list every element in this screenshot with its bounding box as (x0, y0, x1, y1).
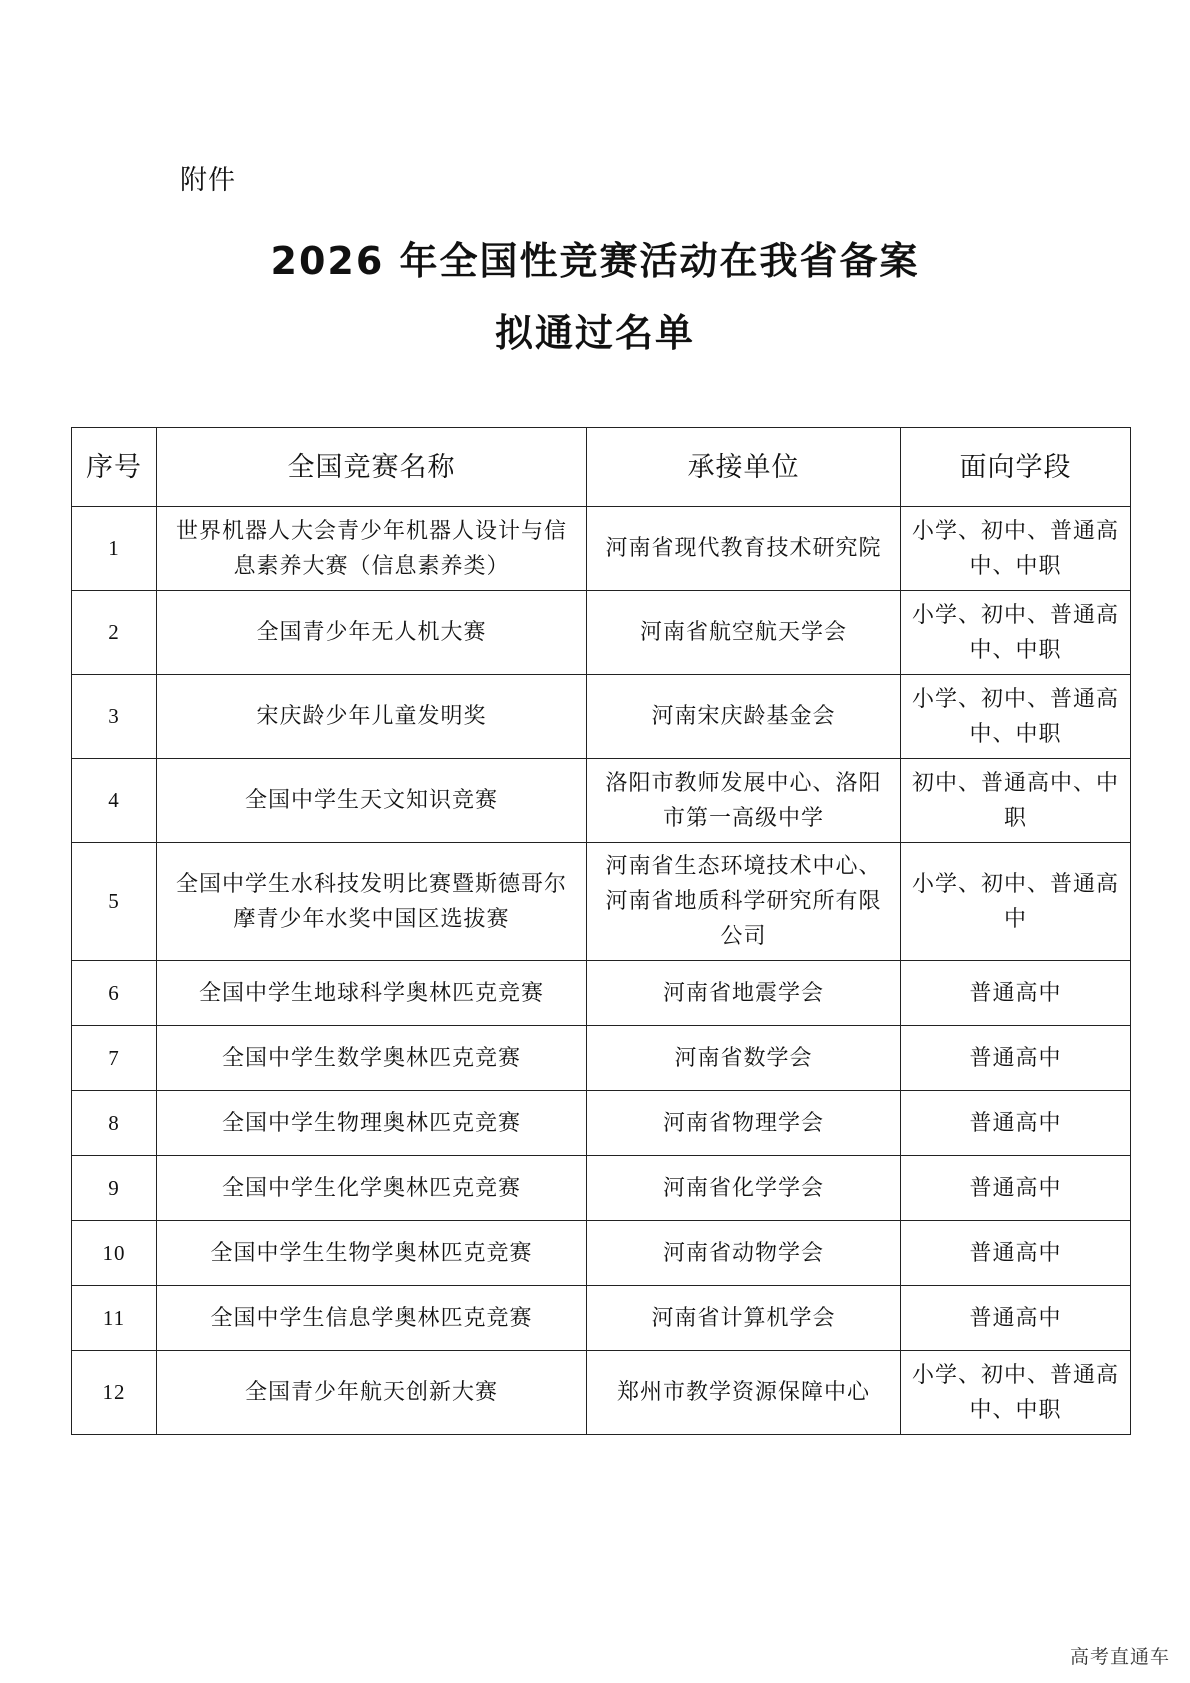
row-number: 12 (72, 1351, 157, 1435)
row-number: 4 (72, 759, 157, 843)
document-subtitle: 拟通过名单 (494, 311, 695, 355)
competition-name: 全国青少年航天创新大赛 (157, 1351, 587, 1435)
row-number: 2 (72, 591, 157, 675)
host-organization: 河南省化学学会 (587, 1156, 901, 1221)
school-level: 小学、初中、普通高中、中职 (901, 675, 1131, 759)
row-number: 7 (72, 1026, 157, 1091)
school-level: 普通高中 (901, 1091, 1131, 1156)
school-level: 小学、初中、普通高中、中职 (901, 591, 1131, 675)
school-level: 普通高中 (901, 961, 1131, 1026)
competition-name: 全国中学生信息学奥林匹克竞赛 (157, 1286, 587, 1351)
host-organization: 洛阳市教师发展中心、洛阳市第一高级中学 (587, 759, 901, 843)
host-organization: 河南省动物学会 (587, 1221, 901, 1286)
school-level: 普通高中 (901, 1221, 1131, 1286)
host-organization: 河南省数学会 (587, 1026, 901, 1091)
school-level: 普通高中 (901, 1286, 1131, 1351)
watermark-text: 高考直通车 (1069, 1646, 1170, 1668)
header-school-level: 面向学段 (901, 428, 1131, 507)
school-level: 普通高中 (901, 1156, 1131, 1221)
header-competition-name: 全国竞赛名称 (157, 428, 587, 507)
school-level: 小学、初中、普通高中、中职 (901, 1351, 1131, 1435)
table-row (72, 591, 1131, 675)
competition-name: 全国中学生生物学奥林匹克竞赛 (157, 1221, 587, 1286)
school-level: 小学、初中、普通高中 (901, 843, 1131, 961)
table-header-row (72, 428, 1131, 507)
competition-table (71, 427, 1131, 1435)
competition-name: 全国青少年无人机大赛 (157, 591, 587, 675)
document-title: 2026 年全国性竞赛活动在我省备案 (270, 239, 920, 283)
host-organization: 河南宋庆龄基金会 (587, 675, 901, 759)
table-row (72, 1091, 1131, 1156)
table-row (72, 1026, 1131, 1091)
host-organization: 河南省现代教育技术研究院 (587, 507, 901, 591)
table-row (72, 675, 1131, 759)
table-row (72, 759, 1131, 843)
competition-name: 全国中学生物理奥林匹克竞赛 (157, 1091, 587, 1156)
header-host-organization: 承接单位 (587, 428, 901, 507)
table-row (72, 1286, 1131, 1351)
row-number: 11 (72, 1286, 157, 1351)
row-number: 5 (72, 843, 157, 961)
host-organization: 河南省计算机学会 (587, 1286, 901, 1351)
competition-name: 全国中学生地球科学奥林匹克竞赛 (157, 961, 587, 1026)
attachment-label: 附件 (180, 165, 236, 196)
row-number: 6 (72, 961, 157, 1026)
competition-name: 全国中学生数学奥林匹克竞赛 (157, 1026, 587, 1091)
competition-name: 全国中学生天文知识竞赛 (157, 759, 587, 843)
row-number: 3 (72, 675, 157, 759)
table-row (72, 1156, 1131, 1221)
competition-name: 宋庆龄少年儿童发明奖 (157, 675, 587, 759)
row-number: 10 (72, 1221, 157, 1286)
table-row (72, 507, 1131, 591)
host-organization: 河南省地震学会 (587, 961, 901, 1026)
competition-name: 全国中学生水科技发明比赛暨斯德哥尔摩青少年水奖中国区选拔赛 (157, 843, 587, 961)
school-level: 初中、普通高中、中职 (901, 759, 1131, 843)
host-organization: 郑州市教学资源保障中心 (587, 1351, 901, 1435)
table-row (72, 1221, 1131, 1286)
header-number: 序号 (72, 428, 157, 507)
host-organization: 河南省生态环境技术中心、河南省地质科学研究所有限公司 (587, 843, 901, 961)
row-number: 8 (72, 1091, 157, 1156)
row-number: 1 (72, 507, 157, 591)
host-organization: 河南省物理学会 (587, 1091, 901, 1156)
host-organization: 河南省航空航天学会 (587, 591, 901, 675)
row-number: 9 (72, 1156, 157, 1221)
competition-name: 全国中学生化学奥林匹克竞赛 (157, 1156, 587, 1221)
school-level: 小学、初中、普通高中、中职 (901, 507, 1131, 591)
table-row (72, 961, 1131, 1026)
table-row (72, 843, 1131, 961)
table-row (72, 1351, 1131, 1435)
school-level: 普通高中 (901, 1026, 1131, 1091)
competition-name: 世界机器人大会青少年机器人设计与信息素养大赛（信息素养类） (157, 507, 587, 591)
